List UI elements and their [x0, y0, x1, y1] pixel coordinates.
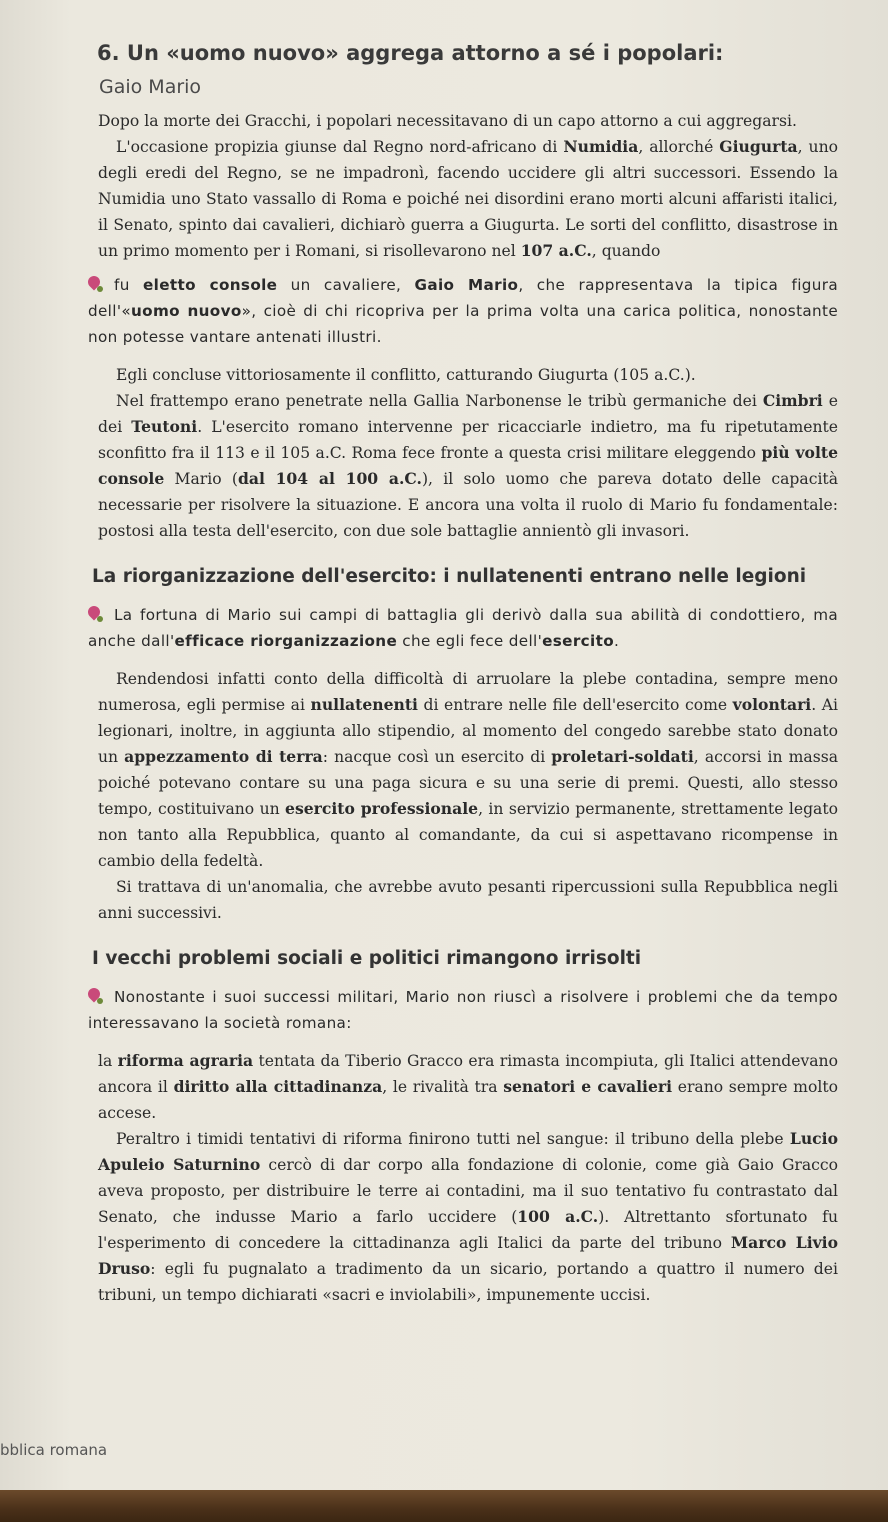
- paragraph: [98, 1048, 838, 1126]
- text-run: Rendendosi infatti conto della difficoltà di arruolare la plebe contadina, sempre meno numerosa, egli permise ai: [98, 670, 838, 714]
- paragraph: [98, 388, 838, 544]
- text-run: erano sempre molto accese.: [98, 1078, 838, 1122]
- text-run: la: [98, 1052, 118, 1070]
- bold-text: Numidia: [563, 137, 639, 156]
- section-number: 6.: [97, 41, 120, 65]
- bold-text: esercito: [542, 632, 614, 650]
- text-run: ). Altrettanto sfortunato fu l'esperimento di concedere la cittadinanza agli Italici da parte del tribuno: [98, 1208, 838, 1252]
- bold-text: esercito professionale: [285, 799, 479, 818]
- heading-army-reorganization: La riorganizzazione dell'esercito: i nullatenenti entrano nelle legioni: [92, 566, 807, 587]
- paragraph: [98, 134, 838, 264]
- text-run: », cioè di chi ricopriva per la prima volta una carica politica, nonostante non potesse vantare antenati illustri.: [88, 302, 839, 346]
- text-run: un cavaliere,: [277, 276, 415, 294]
- text-run: : nacque così un esercito di: [322, 748, 552, 766]
- bold-text: Giugurta: [719, 137, 798, 156]
- highlight-paragraph: [88, 602, 838, 654]
- page-footer: bblica romana: [0, 1441, 108, 1459]
- text-run: , allorché: [638, 138, 720, 156]
- text-run: che egli fece dell': [397, 632, 543, 650]
- text-run: tentata da Tiberio Gracco era rimasta incompiuta, gli Italici attendevano ancora il: [98, 1052, 838, 1096]
- text-run: , in servizio permanente, strettamente legato non tanto alla Repubblica, quanto al comandante, da cui si aspettavano ricompense in cambio della fedeltà.: [98, 800, 839, 870]
- text-run: ), il solo uomo che pareva dotato delle capacità necessarie per risolvere la situazione. E ancora una volta il ruolo di Mario fu fondamentale: postosi alla testa dell'esercito, con due sole battaglie annientò gli invasori.: [98, 470, 838, 540]
- bold-text: volontari: [732, 695, 812, 714]
- section-title: [97, 38, 838, 68]
- text-run: . L'esercito romano intervenne per ricacciarle indietro, ma fu ripetutamente sconfitto fra il 113 e il 105 a.C. Roma fece fronte a questa crisi militare eleggendo: [98, 418, 839, 462]
- bold-text: senatori e cavalieri: [503, 1077, 673, 1096]
- text-run: cercò di dar corpo alla fondazione di colonie, come già Gaio Gracco aveva proposto, per distribuire le terre ai contadini, ma il suo tentativo fu contrastato dal Senato, che indusse Mario a farlo uccidere (: [98, 1156, 839, 1226]
- text-run: , accorsi in massa poiché potevano contare su una paga sicura e su una serie di premi. Questi, allo stesso tempo, costituivano un: [98, 748, 838, 818]
- bold-text: diritto alla cittadinanza: [173, 1077, 383, 1096]
- text-run: Egli concluse vittoriosamente il conflitto, catturando Giugurta (105 a.C.).: [116, 366, 696, 384]
- bold-text: Cimbri: [762, 391, 823, 410]
- map-pin-icon: [88, 276, 102, 292]
- bold-text: Marco Livio Druso: [98, 1233, 839, 1278]
- text-run: di entrare nelle file dell'esercito come: [417, 696, 733, 714]
- bold-text: eletto console: [143, 276, 278, 294]
- text-run: : egli fu pugnalato a tradimento da un sicario, portando a quattro il numero dei tribuni, un tempo dichiarati «sacri e inviolabili», impunemente uccisi.: [98, 1260, 838, 1304]
- paragraph: [98, 666, 838, 874]
- paragraph: [98, 362, 838, 388]
- section-subtitle: Gaio Mario: [99, 76, 202, 98]
- text-run: Si trattava di un'anomalia, che avrebbe avuto pesanti ripercussioni sulla Repubblica negli anni successivi.: [98, 878, 838, 922]
- bold-text: efficace riorganizzazione: [174, 632, 398, 650]
- map-pin-icon: [88, 606, 102, 622]
- text-run: , le rivalità tra: [382, 1078, 504, 1096]
- bold-text: uomo nuovo: [131, 302, 242, 320]
- text-run: La fortuna di Mario sui campi di battaglia gli derivò dalla sua abilità di condottiero, ma anche dall': [88, 606, 838, 650]
- bold-text: Lucio Apuleio Saturnino: [98, 1129, 838, 1174]
- text-run: , uno degli eredi del Regno, se ne impadronì, facendo uccidere gli altri successori. Essendo la Numidia uno Stato vassallo di Roma e poiché nei disordini erano morti alcuni affaristi italici, il Senato, spinto dai cavalieri, dichiarò guerra a Giugurta. Le sorti del conflitto, disastrose in un primo momento per i Romani, si risollevarono nel: [98, 138, 838, 260]
- bold-text: dal 104 al 100 a.C.: [237, 469, 422, 488]
- bold-text: più volte console: [98, 443, 839, 488]
- text-run: Dopo la morte dei Gracchi, i popolari necessitavano di un capo attorno a cui aggregarsi.: [98, 112, 797, 130]
- map-pin-icon: [88, 988, 102, 1004]
- bold-text: nullatenenti: [310, 695, 418, 714]
- wooden-surface: [0, 1490, 888, 1522]
- text-run: .: [613, 632, 620, 650]
- section-title-text: Un «uomo nuovo» aggrega attorno a sé i popolari:: [126, 41, 724, 65]
- bold-text: Gaio Mario: [414, 276, 519, 294]
- bold-text: appezzamento di terra: [124, 747, 323, 766]
- paragraph: [98, 874, 838, 926]
- bold-text: 100 a.C.: [517, 1207, 599, 1226]
- text-run: , quando: [591, 242, 661, 260]
- text-run: e dei: [98, 392, 838, 436]
- paragraph: [98, 108, 838, 134]
- bold-text: proletari-soldati: [551, 747, 694, 766]
- highlight-paragraph: [88, 984, 838, 1036]
- page-content: [88, 38, 839, 1308]
- bold-text: Teutoni: [131, 417, 198, 436]
- heading-social-problems: I vecchi problemi sociali e politici rimangono irrisolti: [92, 948, 642, 969]
- text-run: fu: [114, 276, 143, 294]
- highlight-paragraph: [88, 272, 838, 350]
- text-run: , che rappresentava la tipica figura dell'«: [88, 276, 838, 320]
- text-run: L'occasione propizia giunse dal Regno nord-africano di: [116, 138, 564, 156]
- text-run: Peraltro i timidi tentativi di riforma finirono tutti nel sangue: il tribuno della plebe: [116, 1130, 790, 1148]
- text-run: Mario (: [164, 470, 238, 488]
- text-run: Nonostante i suoi successi militari, Mario non riuscì a risolvere i problemi che da tempo interessavano la società romana:: [88, 988, 838, 1032]
- text-run: . Ai legionari, inoltre, in aggiunta allo stipendio, al momento del congedo sarebbe stato donato un: [98, 696, 838, 766]
- bold-text: riforma agraria: [117, 1051, 254, 1070]
- text-run: Nel frattempo erano penetrate nella Gallia Narbonense le tribù germaniche dei: [116, 392, 763, 410]
- bold-text: 107 a.C.: [520, 241, 592, 260]
- paragraph: [98, 1126, 838, 1308]
